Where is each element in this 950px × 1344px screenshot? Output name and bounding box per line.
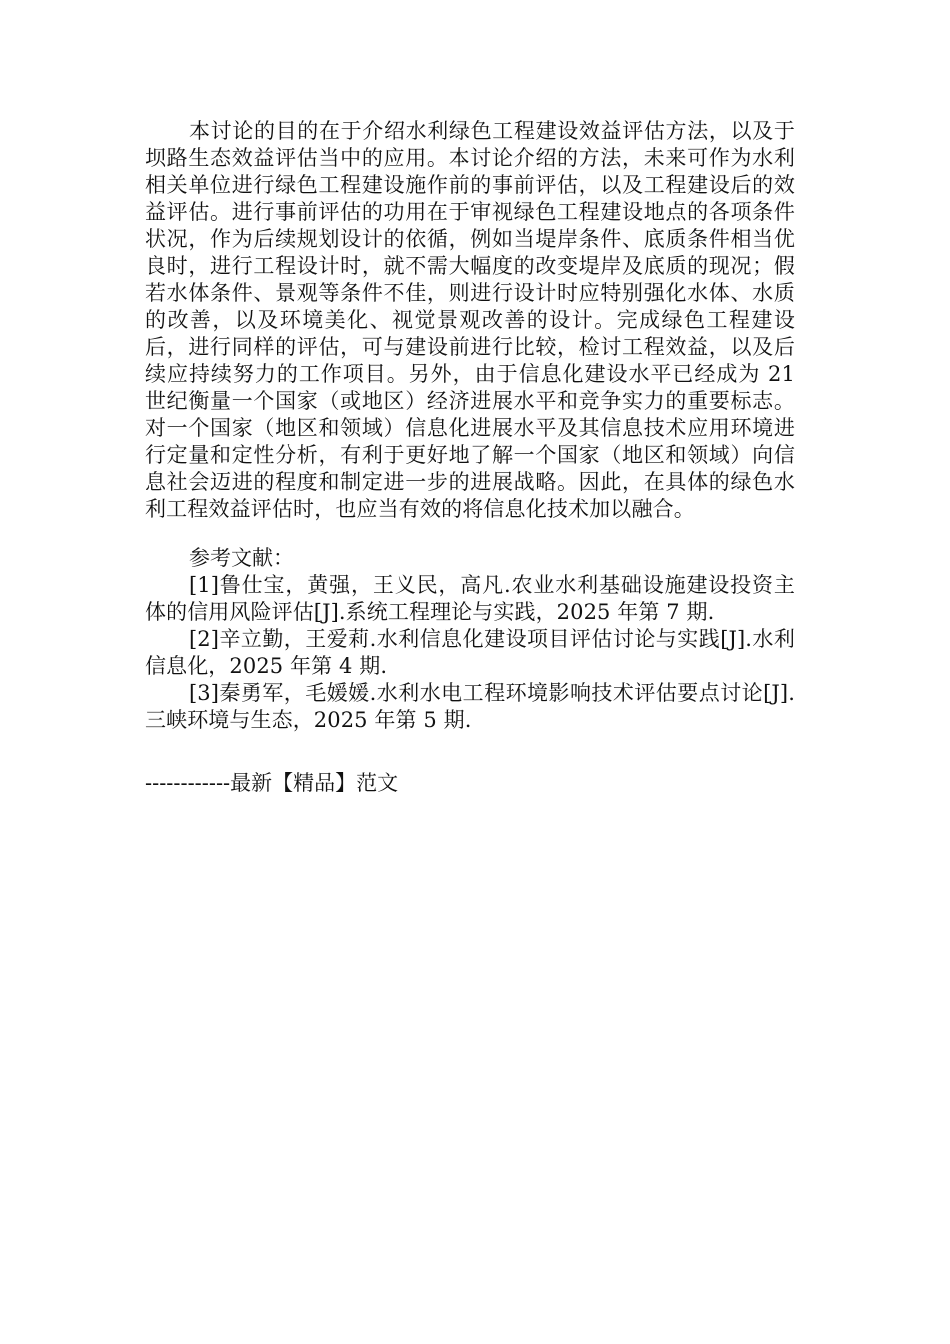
body-paragraph: 本讨论的目的在于介绍水利绿色工程建设效益评估方法，以及于坝路生态效益评估当中的应用。本讨论介绍的方法，未来可作为水利相关单位进行绿色工程建设施作前的事前评估，以及工程建设后的效益评估。进行事前评估的功用在于审视绿色工程建设地点的各项条件状况，作为后续规划设计的依循，例如当堤岸条件、底质条件相当优良时，进行工程设计时，就不需大幅度的改变堤岸及底质的现况；假若水体条件、景观等条件不佳，则进行设计时应特别强化水体、水质的改善，以及环境美化、视觉景观改善的设计。完成绿色工程建设后，进行同样的评估，可与建设前进行比较，检讨工程效益，以及后续应持续努力的工作项目。另外，由于信息化建设水平已经成为 21 世纪衡量一个国家（或地区）经济进展水平和竞争实力的重要标志。对一个国家（地区和领域）信息化进展水平及其信息技术应用环境进行定量和定性分析，有利于更好地了解一个国家（地区和领域）向信息社会迈进的程度和制定进一步的进展战略。因此，在具体的绿色水利工程效益评估时，也应当有效的将信息化技术加以融合。 [145,119,795,521]
footer-note: ------------最新【精品】范文 [145,771,399,795]
reference-item-3: [3]秦勇军，毛媛媛.水利水电工程环境影响技术评估要点讨论[J].三峡环境与生态，2025 年第 5 期. [145,681,795,732]
references-title: 参考文献： [189,546,294,570]
document-content [145,118,795,734]
reference-item-2: [2]辛立勤，王爱莉.水利信息化建设项目评估讨论与实践[J].水利信息化，2025 年第 4 期. [145,627,795,678]
references-section [145,545,795,734]
reference-item-1: [1]鲁仕宝，黄强，王义民，高凡.农业水利基础设施建设投资主体的信用风险评估[J].系统工程理论与实践，2025 年第 7 期. [145,573,795,624]
